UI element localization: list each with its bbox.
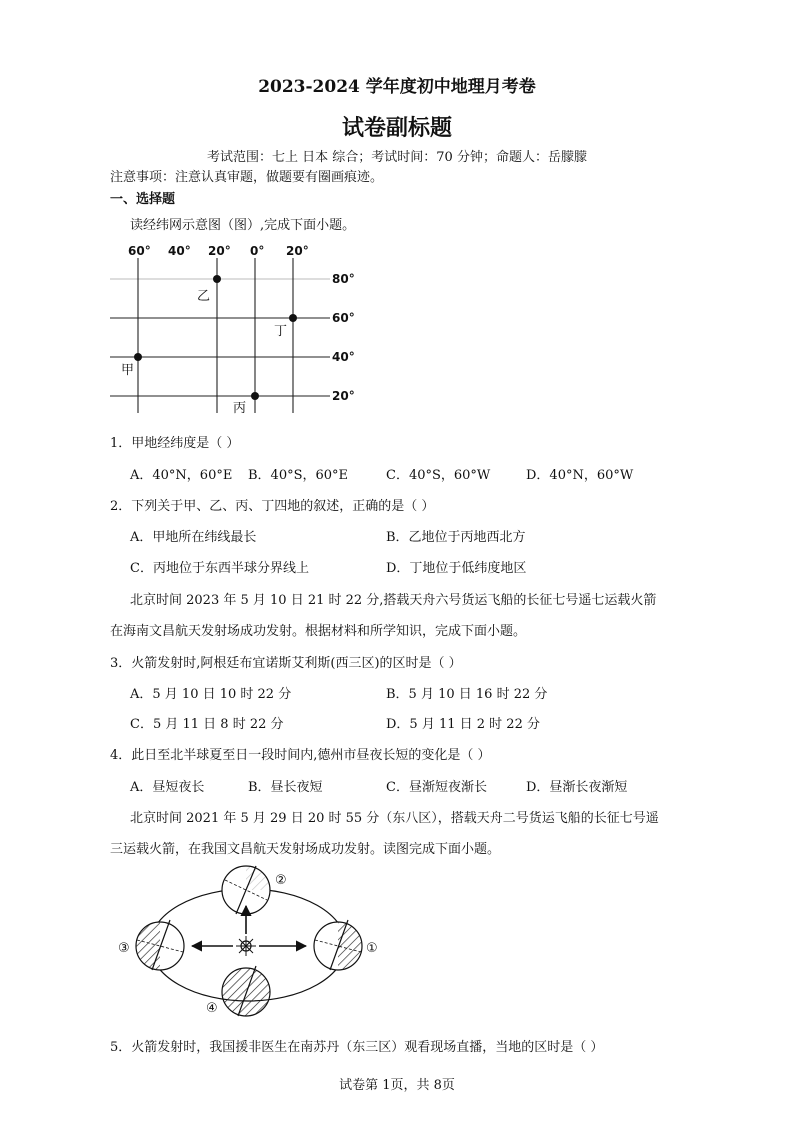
question-2-option: D．丁地位于低纬度地区 <box>386 561 527 576</box>
right-label: 60° <box>332 311 355 325</box>
question-3-option: C．5 月 11 日 8 时 22 分 <box>130 717 284 732</box>
question-3-stem: 3．火箭发射时,阿根廷布宜诺斯艾利斯(西三区)的区时是（ ） <box>110 656 462 671</box>
earth-position-4 <box>222 966 270 1016</box>
material-paragraph-1: 北京时间 2023 年 5 月 10 日 21 时 22 分,搭载天舟六号货运飞船的长征七号遥七运载火箭 <box>130 593 657 608</box>
question-2-option: C．丙地位于东西半球分界线上 <box>130 561 309 576</box>
point-jia <box>134 353 142 361</box>
question-4-option: A．昼短夜长 <box>130 780 205 795</box>
orbit-label: ① <box>366 941 378 956</box>
point-yi <box>213 275 221 283</box>
right-label: 20° <box>332 389 355 403</box>
question-1-option: D．40°N，60°W <box>526 468 634 483</box>
top-label: 20° <box>208 244 231 258</box>
top-label: 0° <box>250 244 265 258</box>
question-2-stem: 2．下列关于甲、乙、丙、丁四地的叙述，正确的是（ ） <box>110 499 435 514</box>
earth-position-1 <box>314 920 362 970</box>
question-4-option: D．昼渐长夜渐短 <box>526 780 628 795</box>
exam-title: 2023-2024 学年度初中地理月考卷 <box>258 77 536 97</box>
point-ding <box>289 314 297 322</box>
point-bing <box>251 392 259 400</box>
question-2-option: A．甲地所在纬线最长 <box>130 530 257 545</box>
orbit-label: ② <box>275 873 287 888</box>
point-label: 甲 <box>121 363 135 378</box>
question-4-stem: 4．此日至北半球夏至日一段时间内,德州市昼夜长短的变化是（ ） <box>110 748 491 763</box>
question-2-option: B．乙地位于丙地西北方 <box>386 530 526 545</box>
top-label: 20° <box>286 244 309 258</box>
right-label: 40° <box>332 350 355 364</box>
exam-meta: 考试范围：七上 日本 综合；考试时间：70 分钟；命题人：岳朦朦 <box>207 150 587 165</box>
material-paragraph-2: 北京时间 2021 年 5 月 29 日 20 时 55 分（东八区），搭载天舟二号货运飞船的长征七号遥 <box>130 811 659 826</box>
question-4-option: C．昼渐短夜渐长 <box>386 780 487 795</box>
question-5-stem: 5．火箭发射时，我国援非医生在南苏丹（东三区）观看现场直播，当地的区时是（ ） <box>110 1040 604 1055</box>
point-label: 丙 <box>233 401 247 416</box>
exam-notes: 注意事项：注意认真审题，做题要有圈画痕迹。 <box>110 170 384 185</box>
lat-lon-grid-figure <box>100 238 370 418</box>
right-label: 80° <box>332 272 355 286</box>
earth-orbit-figure <box>110 862 390 1022</box>
sun-icon <box>236 936 256 956</box>
question-1-option: A．40°N，60°E <box>130 468 233 483</box>
top-label: 60° <box>128 244 151 258</box>
top-label: 40° <box>168 244 191 258</box>
material-paragraph-2: 三运载火箭，在我国文昌航天发射场成功发射。读图完成下面小题。 <box>110 842 501 857</box>
orbit-label: ④ <box>206 1001 218 1016</box>
section-heading: 一、选择题 <box>110 192 176 207</box>
exam-subtitle: 试卷副标题 <box>341 115 452 141</box>
page-footer: 试卷第 1页，共 8页 <box>339 1078 455 1093</box>
question-4-option: B．昼长夜短 <box>248 780 323 795</box>
question-1-option: B．40°S，60°E <box>248 468 349 483</box>
question-3-option: B．5 月 10 日 16 时 22 分 <box>386 687 548 702</box>
question-1-option: C．40°S，60°W <box>386 468 491 483</box>
point-label: 乙 <box>197 289 211 304</box>
question-1-stem: 1．甲地经纬度是（ ） <box>110 436 240 451</box>
material-paragraph-1: 在海南文昌航天发射场成功发射。根据材料和所学知识，完成下面小题。 <box>110 624 527 639</box>
point-label: 丁 <box>274 324 288 339</box>
intro-text: 读经纬网示意图（图）,完成下面小题。 <box>130 218 356 233</box>
orbit-label: ③ <box>118 941 130 956</box>
earth-position-3 <box>136 920 184 970</box>
question-3-option: D．5 月 11 日 2 时 22 分 <box>386 717 540 732</box>
question-3-option: A．5 月 10 日 10 时 22 分 <box>130 687 292 702</box>
